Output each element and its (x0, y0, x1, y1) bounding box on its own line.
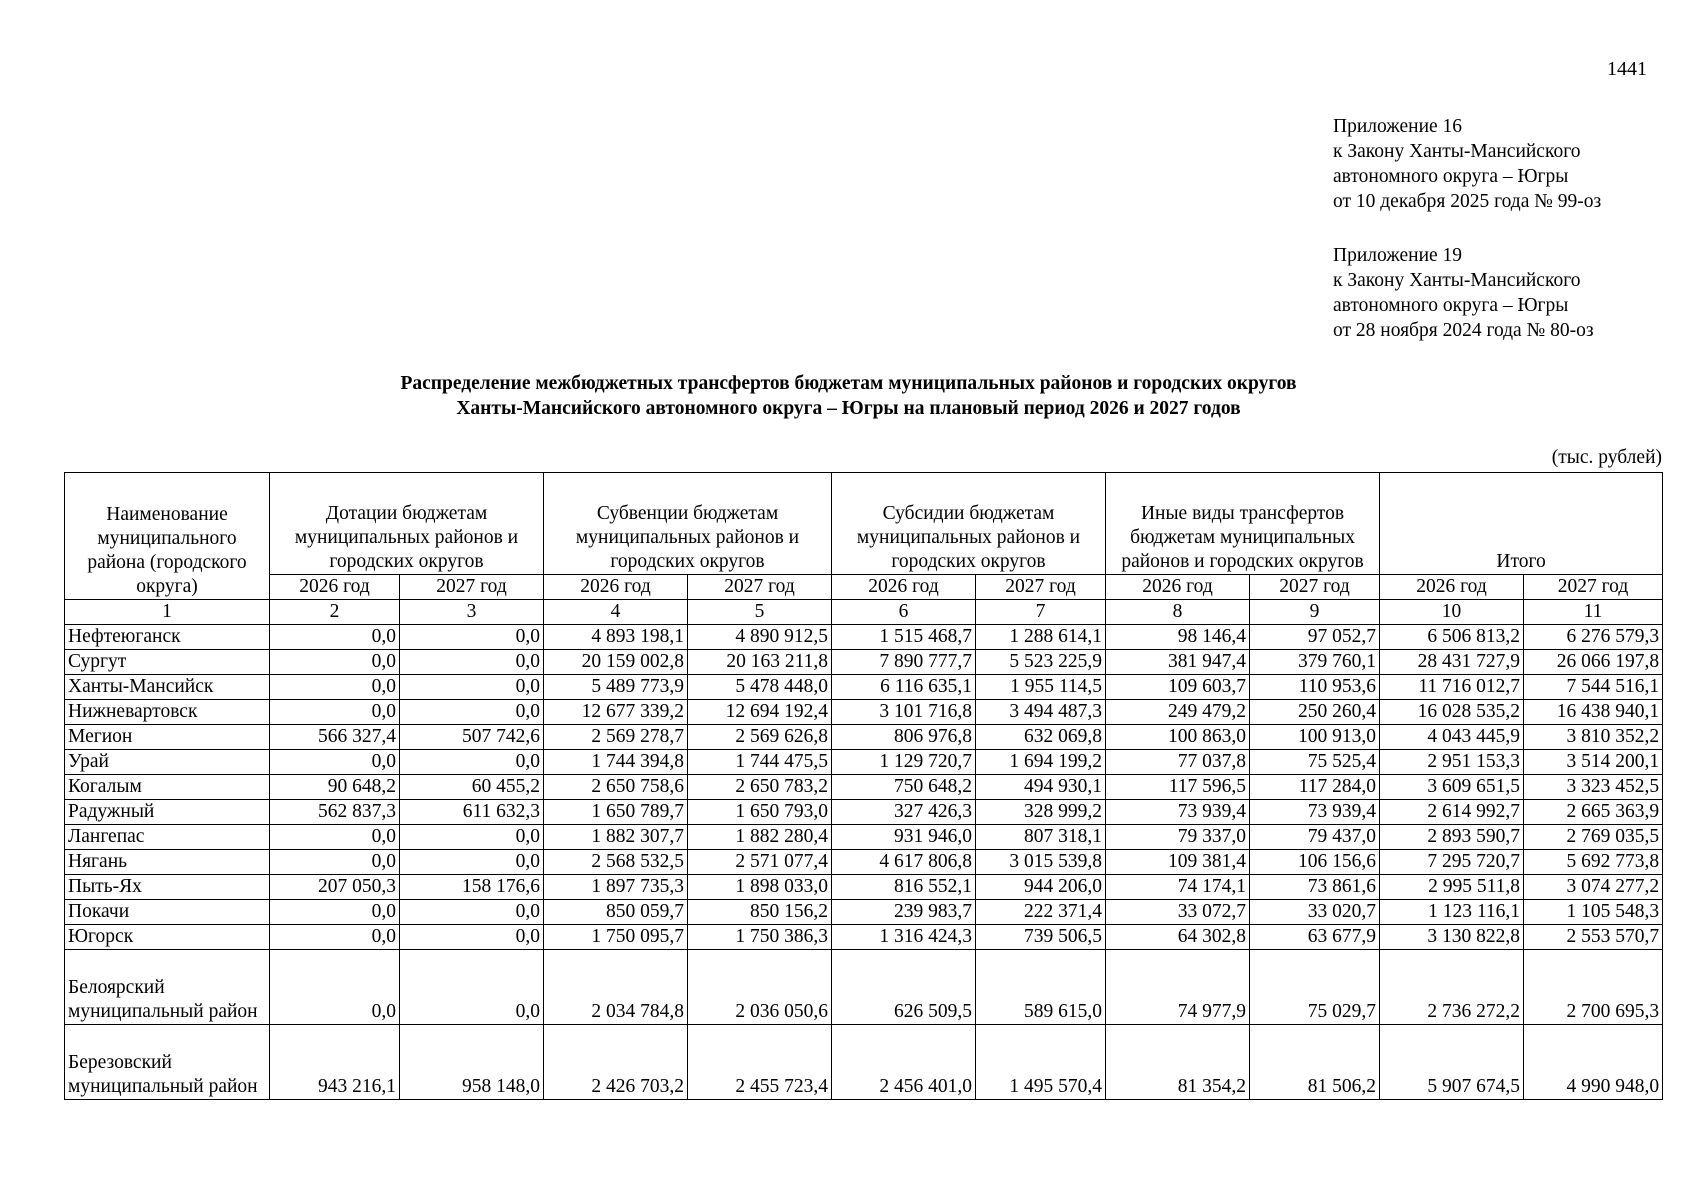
table-row (65, 950, 1663, 1025)
amount-cell: 931 946,0 (832, 825, 976, 850)
amount-cell: 2 571 077,4 (688, 850, 832, 875)
column-number: 10 (1380, 600, 1524, 625)
amount-cell: 2 700 695,3 (1524, 950, 1663, 1025)
amount-cell: 2 553 570,7 (1524, 925, 1663, 950)
document-title-line-1: Распределение межбюджетных трансфертов бюджетам муниципальных районов и городских округов (400, 373, 1297, 394)
amount-cell: 64 302,8 (1106, 925, 1250, 950)
appendix-reference-amended (1333, 243, 1594, 343)
amount-cell: 2 995 511,8 (1380, 875, 1524, 900)
amount-cell: 2 736 272,2 (1380, 950, 1524, 1025)
amount-cell: 1 694 199,2 (976, 750, 1106, 775)
amount-cell: 0,0 (270, 650, 400, 675)
amount-cell: 1 495 570,4 (976, 1025, 1106, 1100)
amount-cell: 1 750 095,7 (544, 925, 688, 950)
appendix-line: от 10 декабря 2025 года № 99-оз (1333, 191, 1602, 212)
amount-cell: 3 074 277,2 (1524, 875, 1663, 900)
amount-cell: 626 509,5 (832, 950, 976, 1025)
table-row (65, 675, 1663, 700)
amount-cell: 507 742,6 (400, 725, 544, 750)
municipality-name: Нефтеюганск (65, 625, 270, 650)
amount-cell: 0,0 (400, 850, 544, 875)
amount-cell: 12 677 339,2 (544, 700, 688, 725)
amount-cell: 0,0 (270, 950, 400, 1025)
amount-cell: 1 882 280,4 (688, 825, 832, 850)
amount-cell: 4 617 806,8 (832, 850, 976, 875)
amount-cell: 958 148,0 (400, 1025, 544, 1100)
amount-cell: 0,0 (270, 850, 400, 875)
amount-cell: 63 677,9 (1250, 925, 1380, 950)
municipality-name: Белоярский муниципальный район (65, 950, 270, 1025)
amount-cell: 2 951 153,3 (1380, 750, 1524, 775)
amount-cell: 74 977,9 (1106, 950, 1250, 1025)
amount-cell: 109 603,7 (1106, 675, 1250, 700)
table-row (65, 825, 1663, 850)
amount-cell: 7 890 777,7 (832, 650, 976, 675)
amount-cell: 4 043 445,9 (1380, 725, 1524, 750)
column-number: 3 (400, 600, 544, 625)
amount-cell: 3 609 651,5 (1380, 775, 1524, 800)
header-year: 2027 год (1524, 575, 1663, 600)
amount-cell: 73 939,4 (1250, 800, 1380, 825)
amount-cell: 5 478 448,0 (688, 675, 832, 700)
amount-cell: 2 665 363,9 (1524, 800, 1663, 825)
column-number: 1 (65, 600, 270, 625)
amount-cell: 2 769 035,5 (1524, 825, 1663, 850)
header-total: Итого (1380, 473, 1663, 575)
municipality-name: Мегион (65, 725, 270, 750)
amount-cell: 16 438 940,1 (1524, 700, 1663, 725)
amount-cell: 562 837,3 (270, 800, 400, 825)
appendix-line: Приложение 19 (1333, 245, 1463, 266)
appendix-line: к Закону Ханты-Мансийского (1333, 270, 1581, 291)
amount-cell: 750 648,2 (832, 775, 976, 800)
amount-cell: 11 716 012,7 (1380, 675, 1524, 700)
amount-cell: 2 568 532,5 (544, 850, 688, 875)
amount-cell: 381 947,4 (1106, 650, 1250, 675)
amount-cell: 1 288 614,1 (976, 625, 1106, 650)
table-row (65, 875, 1663, 900)
amount-cell: 850 059,7 (544, 900, 688, 925)
amount-cell: 28 431 727,9 (1380, 650, 1524, 675)
amount-cell: 158 176,6 (400, 875, 544, 900)
amount-cell: 566 327,4 (270, 725, 400, 750)
amount-cell: 1 129 720,7 (832, 750, 976, 775)
amount-cell: 222 371,4 (976, 900, 1106, 925)
amount-cell: 850 156,2 (688, 900, 832, 925)
amount-cell: 1 316 424,3 (832, 925, 976, 950)
amount-cell: 3 323 452,5 (1524, 775, 1663, 800)
amount-cell: 4 890 912,5 (688, 625, 832, 650)
table-row (65, 925, 1663, 950)
amount-cell: 2 036 050,6 (688, 950, 832, 1025)
amount-cell: 4 990 948,0 (1524, 1025, 1663, 1100)
amount-cell: 0,0 (400, 925, 544, 950)
header-subsidies: Субсидии бюджетам муниципальных районов и городских округов (832, 473, 1106, 575)
amount-cell: 1 955 114,5 (976, 675, 1106, 700)
header-year: 2027 год (976, 575, 1106, 600)
amount-cell: 1 650 793,0 (688, 800, 832, 825)
amount-cell: 117 284,0 (1250, 775, 1380, 800)
header-subventions: Субвенции бюджетам муниципальных районов и городских округов (544, 473, 832, 575)
amount-cell: 16 028 535,2 (1380, 700, 1524, 725)
header-name: Наименование муниципального района (городского округа) (65, 473, 270, 600)
table-row (65, 700, 1663, 725)
amount-cell: 79 337,0 (1106, 825, 1250, 850)
column-number: 11 (1524, 600, 1663, 625)
amount-cell: 81 354,2 (1106, 1025, 1250, 1100)
amount-cell: 0,0 (400, 825, 544, 850)
appendix-line: автономного округа – Югры (1333, 295, 1569, 316)
amount-cell: 3 810 352,2 (1524, 725, 1663, 750)
municipality-name: Нягань (65, 850, 270, 875)
amount-cell: 0,0 (400, 900, 544, 925)
amount-cell: 20 159 002,8 (544, 650, 688, 675)
amount-cell: 1 744 475,5 (688, 750, 832, 775)
amount-cell: 589 615,0 (976, 950, 1106, 1025)
amount-cell: 0,0 (400, 950, 544, 1025)
amount-cell: 0,0 (270, 700, 400, 725)
header-year: 2027 год (688, 575, 832, 600)
municipality-name: Березовский муниципальный район (65, 1025, 270, 1100)
table-header (65, 473, 1663, 625)
table-row (65, 650, 1663, 675)
amount-cell: 79 437,0 (1250, 825, 1380, 850)
header-year: 2027 год (1250, 575, 1380, 600)
amount-cell: 2 426 703,2 (544, 1025, 688, 1100)
column-number: 6 (832, 600, 976, 625)
amount-cell: 2 456 401,0 (832, 1025, 976, 1100)
amount-cell: 0,0 (270, 625, 400, 650)
amount-cell: 207 050,3 (270, 875, 400, 900)
amount-cell: 12 694 192,4 (688, 700, 832, 725)
amount-cell: 20 163 211,8 (688, 650, 832, 675)
units-label: (тыс. рублей) (1551, 447, 1662, 468)
amount-cell: 250 260,4 (1250, 700, 1380, 725)
amount-cell: 7 295 720,7 (1380, 850, 1524, 875)
amount-cell: 328 999,2 (976, 800, 1106, 825)
column-number: 5 (688, 600, 832, 625)
municipality-name: Покачи (65, 900, 270, 925)
amount-cell: 0,0 (400, 675, 544, 700)
municipality-name: Нижневартовск (65, 700, 270, 725)
amount-cell: 5 489 773,9 (544, 675, 688, 700)
appendix-line: к Закону Ханты-Мансийского (1333, 141, 1581, 162)
amount-cell: 0,0 (400, 750, 544, 775)
amount-cell: 5 907 674,5 (1380, 1025, 1524, 1100)
table-row (65, 625, 1663, 650)
appendix-reference-current (1333, 114, 1601, 214)
amount-cell: 2 650 783,2 (688, 775, 832, 800)
appendix-line: от 28 ноября 2024 года № 80-оз (1333, 320, 1594, 341)
amount-cell: 1 105 548,3 (1524, 900, 1663, 925)
table-row (65, 750, 1663, 775)
amount-cell: 807 318,1 (976, 825, 1106, 850)
amount-cell: 0,0 (270, 750, 400, 775)
municipality-name: Урай (65, 750, 270, 775)
amount-cell: 3 514 200,1 (1524, 750, 1663, 775)
municipality-name: Ханты-Мансийск (65, 675, 270, 700)
header-year: 2026 год (1380, 575, 1524, 600)
amount-cell: 239 983,7 (832, 900, 976, 925)
amount-cell: 6 116 635,1 (832, 675, 976, 700)
amount-cell: 73 861,6 (1250, 875, 1380, 900)
amount-cell: 7 544 516,1 (1524, 675, 1663, 700)
appendix-line: автономного округа – Югры (1333, 166, 1569, 187)
amount-cell: 33 072,7 (1106, 900, 1250, 925)
column-number: 2 (270, 600, 400, 625)
amount-cell: 75 525,4 (1250, 750, 1380, 775)
amount-cell: 97 052,7 (1250, 625, 1380, 650)
amount-cell: 75 029,7 (1250, 950, 1380, 1025)
column-number: 8 (1106, 600, 1250, 625)
amount-cell: 2 569 626,8 (688, 725, 832, 750)
amount-cell: 2 455 723,4 (688, 1025, 832, 1100)
amount-cell: 806 976,8 (832, 725, 976, 750)
amount-cell: 1 650 789,7 (544, 800, 688, 825)
amount-cell: 2 034 784,8 (544, 950, 688, 1025)
amount-cell: 249 479,2 (1106, 700, 1250, 725)
header-year: 2026 год (544, 575, 688, 600)
amount-cell: 60 455,2 (400, 775, 544, 800)
header-year: 2026 год (832, 575, 976, 600)
amount-cell: 0,0 (270, 925, 400, 950)
amount-cell: 74 174,1 (1106, 875, 1250, 900)
amount-cell: 77 037,8 (1106, 750, 1250, 775)
table-row (65, 775, 1663, 800)
amount-cell: 0,0 (270, 900, 400, 925)
municipality-name: Пыть-Ях (65, 875, 270, 900)
column-number: 9 (1250, 600, 1380, 625)
table-body (65, 625, 1663, 1100)
amount-cell: 0,0 (270, 675, 400, 700)
document-title-line-2: Ханты-Мансийского автономного округа – Югры на плановый период 2026 и 2027 годов (456, 398, 1241, 419)
amount-cell: 1 898 033,0 (688, 875, 832, 900)
amount-cell: 1 897 735,3 (544, 875, 688, 900)
amount-cell: 632 069,8 (976, 725, 1106, 750)
amount-cell: 1 515 468,7 (832, 625, 976, 650)
header-year: 2026 год (270, 575, 400, 600)
transfers-table (64, 472, 1663, 1100)
amount-cell: 6 276 579,3 (1524, 625, 1663, 650)
amount-cell: 33 020,7 (1250, 900, 1380, 925)
column-number: 7 (976, 600, 1106, 625)
amount-cell: 109 381,4 (1106, 850, 1250, 875)
table-row (65, 800, 1663, 825)
amount-cell: 2 893 590,7 (1380, 825, 1524, 850)
amount-cell: 98 146,4 (1106, 625, 1250, 650)
amount-cell: 5 692 773,8 (1524, 850, 1663, 875)
amount-cell: 0,0 (400, 650, 544, 675)
municipality-name: Когалым (65, 775, 270, 800)
municipality-name: Сургут (65, 650, 270, 675)
amount-cell: 117 596,5 (1106, 775, 1250, 800)
amount-cell: 816 552,1 (832, 875, 976, 900)
header-grants: Дотации бюджетам муниципальных районов и городских округов (270, 473, 544, 575)
amount-cell: 1 744 394,8 (544, 750, 688, 775)
amount-cell: 26 066 197,8 (1524, 650, 1663, 675)
amount-cell: 379 760,1 (1250, 650, 1380, 675)
municipality-name: Радужный (65, 800, 270, 825)
header-other-transfers: Иные виды трансфертов бюджетам муниципальных районов и городских округов (1106, 473, 1380, 575)
amount-cell: 110 953,6 (1250, 675, 1380, 700)
amount-cell: 3 101 716,8 (832, 700, 976, 725)
document-title (0, 371, 1697, 421)
amount-cell: 3 494 487,3 (976, 700, 1106, 725)
page-number: 1441 (1607, 58, 1647, 80)
appendix-line: Приложение 16 (1333, 116, 1463, 137)
amount-cell: 90 648,2 (270, 775, 400, 800)
amount-cell: 2 569 278,7 (544, 725, 688, 750)
municipality-name: Югорск (65, 925, 270, 950)
amount-cell: 3 130 822,8 (1380, 925, 1524, 950)
amount-cell: 1 882 307,7 (544, 825, 688, 850)
amount-cell: 943 216,1 (270, 1025, 400, 1100)
amount-cell: 494 930,1 (976, 775, 1106, 800)
amount-cell: 5 523 225,9 (976, 650, 1106, 675)
municipality-name: Лангепас (65, 825, 270, 850)
header-year: 2027 год (400, 575, 544, 600)
amount-cell: 2 614 992,7 (1380, 800, 1524, 825)
amount-cell: 73 939,4 (1106, 800, 1250, 825)
amount-cell: 4 893 198,1 (544, 625, 688, 650)
column-number: 4 (544, 600, 688, 625)
amount-cell: 106 156,6 (1250, 850, 1380, 875)
amount-cell: 0,0 (400, 625, 544, 650)
amount-cell: 6 506 813,2 (1380, 625, 1524, 650)
amount-cell: 739 506,5 (976, 925, 1106, 950)
amount-cell: 100 863,0 (1106, 725, 1250, 750)
header-year: 2026 год (1106, 575, 1250, 600)
amount-cell: 100 913,0 (1250, 725, 1380, 750)
amount-cell: 1 750 386,3 (688, 925, 832, 950)
amount-cell: 944 206,0 (976, 875, 1106, 900)
amount-cell: 327 426,3 (832, 800, 976, 825)
table-row (65, 900, 1663, 925)
amount-cell: 3 015 539,8 (976, 850, 1106, 875)
amount-cell: 611 632,3 (400, 800, 544, 825)
table-row (65, 1025, 1663, 1100)
amount-cell: 1 123 116,1 (1380, 900, 1524, 925)
amount-cell: 0,0 (400, 700, 544, 725)
table-row (65, 850, 1663, 875)
table-row (65, 725, 1663, 750)
amount-cell: 0,0 (270, 825, 400, 850)
amount-cell: 81 506,2 (1250, 1025, 1380, 1100)
amount-cell: 2 650 758,6 (544, 775, 688, 800)
